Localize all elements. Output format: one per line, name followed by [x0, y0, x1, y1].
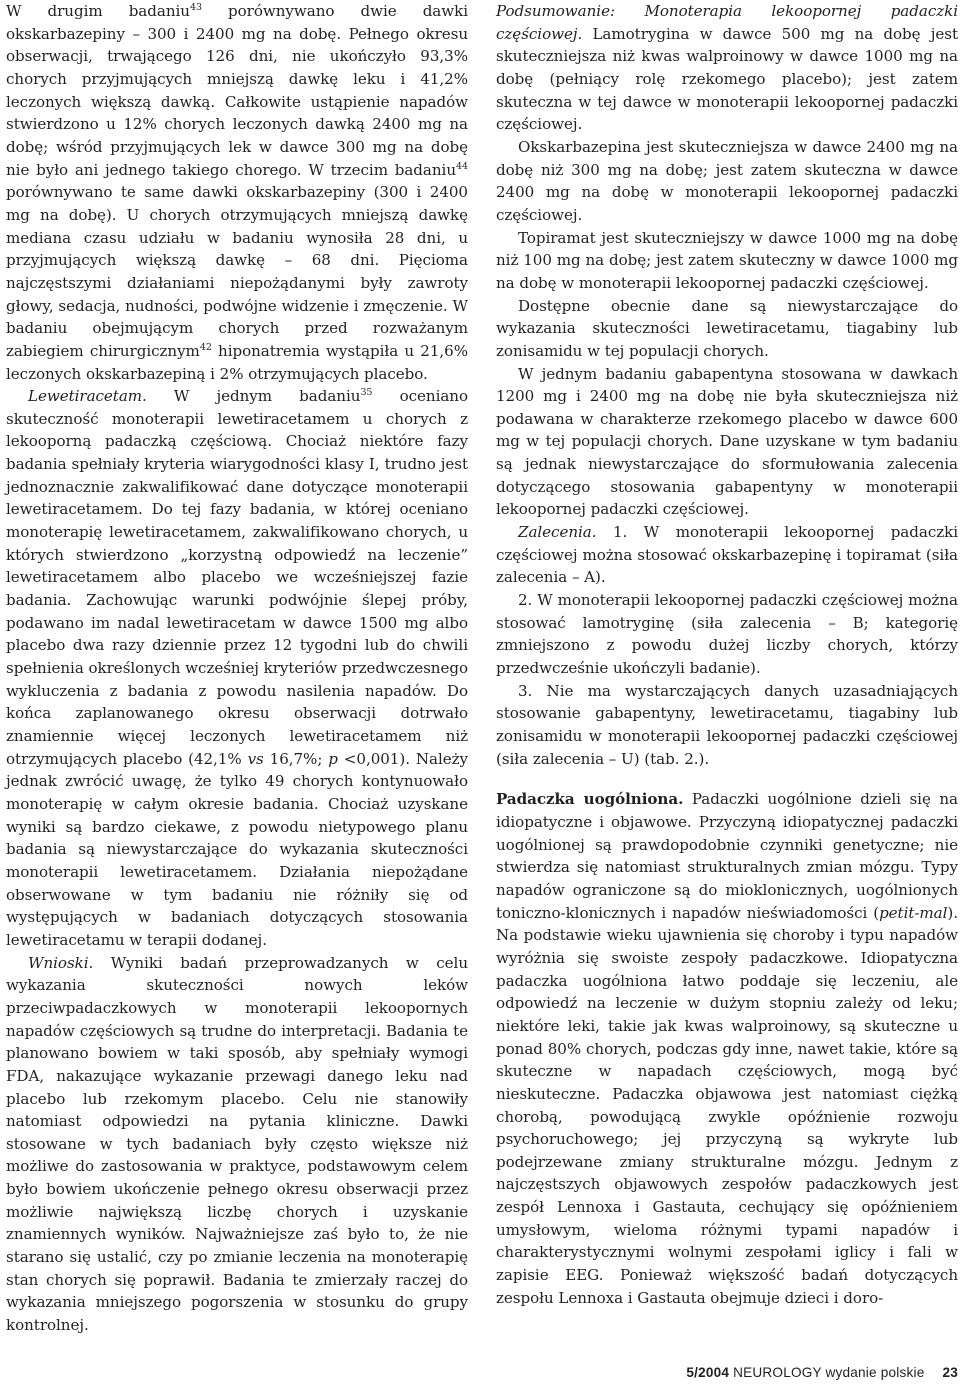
text-run: Padaczki uogólnione dzieli się na idiopatyczne i objawowe. Przyczyną idiopatycznej padaczki uogólnionej są prawdopodobnie czynniki genetyczne; nie stwierdza się natomiast strukturalnych zmian mózgu. Typy napadów ograniczone są do mioklonicznych, uogólnionych toniczno-klonicznych i napadów nieświadomości (: [496, 790, 959, 922]
oxcarbazepine-summary-paragraph: Okskarbazepina jest skuteczniejsza w dawce 2400 mg na dobę niż 300 mg na dobę; jest zatem skuteczna w dawce 2400 mg na dobę w monoterapii lekoopornej padaczki częściowej.: [496, 137, 958, 224]
italic-term: vs: [247, 749, 264, 768]
text-run: W drugim badaniu: [6, 2, 190, 20]
text-run: porównywano dwie dawki okskarbazepiny – 300 i 2400 mg na dobę. Pełnego okresu obserwacji, trwającego 126 dni, nie ukończyło 93,3% chorych przyjmujących mniejszą dawkę leku i 41,2% leczonych większą dawką. Całkowite ustąpienie napadów stwierdzono u 12% chorych leczonych dawką 2400 mg na dobę; wśród przyjmujących lek w dawce 300 mg na dobę nie było ani jednego takiego chorego. W trzecim badaniu: [6, 2, 468, 179]
citation-superscript: 44: [456, 160, 468, 172]
journal-name: NEUROLOGY: [733, 1365, 822, 1380]
text-run: hiponatremia wystąpiła u 21,6% leczonych okskarbazepiną i 2% otrzymujących placebo.: [6, 341, 468, 383]
edition-label: wydanie polskie: [825, 1365, 925, 1380]
citation-superscript: 42: [199, 341, 212, 353]
issue-number: 5/2004: [686, 1365, 730, 1380]
gabapentin-paragraph: W jednym badaniu gabapentyna stosowana w dawkach 1200 mg i 2400 mg na dobę nie była skuteczniejsza niż podawana w charakterze rzekomego placebo w dawce 600 mg w tej populacji chorych. Dane uzyskane w tym badaniu są jednak niewystarczające do sformułowania zalecenia dotyczącego stosowania gabapentyny w monoterapii lekoopornej padaczki częściowej.: [496, 364, 958, 519]
section-run-in-heading: Podsumowanie: Monoterapia lekoopornej padaczki częściowej.: [496, 2, 958, 43]
text-run: W jednym badaniu: [146, 387, 361, 406]
text-run: ). Na podstawie wieku ujawnienia się choroby i typu napadów wyróżnia się swoiste zespoły padaczkowe. Idiopatyczna padaczka uogólniona łatwo poddaje się leczeniu, ale odpowiedź na leczenie w dużym stopniu zależy od leku; niektóre leki, takie jak kwas walproinowy, są skuteczne u ponad 80% chorych, podczas gdy inne, nawet takie, które są skuteczne w napadach częściowych, mogą być nieskuteczne. Padaczka objawowa jest natomiast ciężką chorobą, powodującą zwykle opóźnienie rozwoju psychoruchowego; jej przyczyną są wykryte lub podejrzewane zmiany strukturalne mózgu. Jednym z najczęstszych objawowych zespołów padaczkowych jest zespół Lennoxa i Gastauta, cechujący się opóźnieniem umysłowym, wieloma różnymi typami napadów i charakterystycznymi wolnymi zespołami iglicy i fali w zapisie EEG. Ponieważ większość badań dotyczących zespołu Lennoxa i Gastauta obejmuje dzieci i doro-: [496, 903, 958, 1307]
text-run: <0,001). Należy jednak zwrócić uwagę, że tylko 49 chorych kontynuowało monoterapię w całym okresie badania. Chociaż uzyskane wyniki są bardzo ciekawe, z powodu nietypowego planu badania są niewystarczające do wykazania skuteczności monoterapii lewetiracetamem. Działania niepożądane obserwowane w tym badaniu nie różniły się od występujących w badaniach dotyczących stosowania lewetiracetamu w terapii dodanej.: [6, 749, 468, 949]
text-run: Lamotrygina w dawce 500 mg na dobę jest skuteczniejsza niż kwas walproinowy w dawce 1000 mg na dobę (pełniący rolę rzekomego placebo); jest zatem skuteczna w tej dawce w monoterapii lekoopornej padaczki częściowej.: [496, 24, 958, 134]
summary-paragraph: [496, 0, 958, 136]
topiramate-summary-paragraph: Topiramat jest skuteczniejszy w dawce 1000 mg na dobę niż 100 mg na dobę; jest zatem skuteczny w dawce 1000 mg na dobę w monoterapii lekoopornej padaczki częściowej.: [496, 228, 958, 292]
recommendation-3: 3. Nie ma wystarczających danych uzasadniających stosowanie gabapentyny, lewetiracetamu, tiagabiny lub zonisamidu w monoterapii lekoopornej padaczki częściowej (siła zalecenia – U) (tab. 2.).: [496, 681, 958, 768]
section-run-in-heading: Zalecenia.: [518, 523, 597, 542]
text-run: oceniano skuteczność monoterapii lewetiracetamem u chorych z lekooporną padaczką częściową. Chociaż niektóre fazy badania spełniały kryteria wiarygodności klasy I, trudno jest jednoznacznie zakwalifikować dane dotyczące monoterapii lewetiracetamem. Do tej fazy badania, w której oceniano monoterapię lewetiracetamem, zakwalifikowano chorych, u których stwierdzono „korzystną odpowiedź na leczenie” lewetiracetamem albo placebo we wcześniejszej fazie badania. Zachowując warunki podwójnie ślepej próby, podawano im nadal lewetiracetam w dawce 1500 mg albo placebo dwa razy dziennie przez 12 tygodni lub do chwili spełnienia określonych wcześniej kryteriów przedwczesnego wykluczenia z badania z powodu nasilenia napadów. Do końca zaplanowanego okresu obserwacji dotrwało znamiennie więcej leczonych lewetiracetamem niż otrzymujących placebo (42,1%: [6, 387, 469, 768]
citation-superscript: 43: [189, 2, 202, 13]
page-footer: [496, 1365, 958, 1380]
left-column: [6, 0, 468, 1360]
recommendation-1: [496, 521, 958, 589]
right-column: [496, 0, 958, 1360]
text-run: 1. W monoterapii lekoopornej padaczki częściowej można stosować okskarbazepinę i topiramat (siła zalecenia – A).: [496, 523, 958, 587]
section-heading: Padaczka uogólniona.: [496, 790, 684, 809]
italic-term: p: [328, 749, 338, 768]
generalized-epilepsy-paragraph: [496, 788, 958, 1309]
conclusions-paragraph: [6, 952, 468, 1337]
levetiracetam-paragraph: [6, 385, 468, 951]
text-run: porównywano te same dawki okskarbazepiny (300 i 2400 mg na dobę). U chorych otrzymujących mniejszą dawkę mediana czasu udziału w badaniu wynosiła 28 dni, u przyjmujących większą dawkę – 68 dni. Pięcioma najczęstszymi działaniami niepożądanymi były zawroty głowy, sedacja, nudności, podwójne widzenie i zmęczenie. W badaniu obejmującym chorych przed rozważanym zabiegiem chirurgicznym: [6, 183, 468, 360]
italic-term: petit-mal: [879, 903, 948, 922]
insufficient-data-paragraph: Dostępne obecnie dane są niewystarczające do wykazania skuteczności lewetiracetamu, tiagabiny lub zonisamidu w tej populacji chorych.: [496, 296, 958, 360]
recommendation-2: 2. W monoterapii lekoopornej padaczki częściowej można stosować lamotryginę (siła zalecenia – B; kategorię zmniejszono z powodu dużej liczby chorych, którzy przedwcześnie ukończyli badanie).: [496, 591, 958, 678]
section-run-in-heading: Wnioski.: [28, 953, 94, 972]
text-run: 16,7%;: [263, 749, 329, 768]
page-number: 23: [942, 1365, 958, 1380]
oxcarbazepine-trials-paragraph: [6, 0, 468, 385]
citation-superscript: 35: [360, 387, 373, 399]
section-run-in-heading: Lewetiracetam.: [28, 387, 147, 406]
text-run: Wyniki badań przeprowadzanych w celu wykazania skuteczności nowych leków przeciwpadaczkowych w monoterapii lekoopornych napadów częściowych są trudne do interpretacji. Badania te planowano bowiem w taki sposób, aby spełniały wymogi FDA, nakazujące wykazanie przewagi danego leku nad placebo lub rzekomym placebo. Celu nie stanowiły natomiast odpowiedzi na pytania kliniczne. Dawki stosowane w tych badaniach były często większe niż możliwe do zastosowania w praktyce, podstawowym celem było bowiem ukończenie pełnego okresu obserwacji przez możliwie największą liczbę chorych i uzyskanie znamiennych wyników. Najważniejsze zaś było to, że nie starano się ustalić, czy po zmianie leczenia na monoterapię stan chorych się poprawił. Badania te zmierzały raczej do wykazania mniejszego pogorszenia w stosunku do grupy kontrolnej.: [6, 953, 468, 1335]
